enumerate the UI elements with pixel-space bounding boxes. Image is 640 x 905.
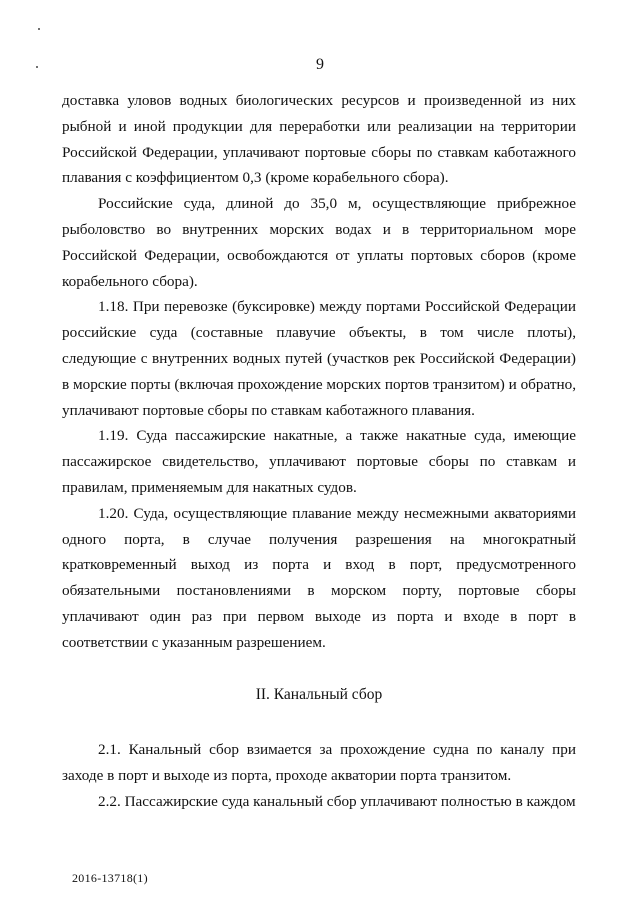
scan-speck <box>38 28 40 30</box>
document-registration-code: 2016-13718(1) <box>72 871 148 885</box>
paragraph-1-19: 1.19. Суда пассажирские накатные, а также накатные суда, имеющие пассажирское свидетельство, уплачивают портовые сборы по ставкам и правилам, применяемым для накатных судов. <box>62 427 576 496</box>
scan-speck <box>36 66 38 68</box>
paragraph-2-2: 2.2. Пассажирские суда канальный сбор уплачивают полностью в каждом <box>98 792 576 810</box>
paragraph-1-20: 1.20. Суда, осуществляющие плавание между несмежными акваториями одного порта, в случае получения разрешения на многократный кратковременный выход из порта и вход в порт, предусмотренного обязательными постановлениями в морском порту, портовые сборы уплачивают один раз при первом выходе из порта и входе в порт в соответствии с указанным разрешением. <box>62 504 576 651</box>
page-number: 9 <box>316 56 324 73</box>
paragraph-1-18: 1.18. При перевозке (буксировке) между портами Российской Федерации российские суда (составные плавучие объекты, в том числе плоты), следующие с внутренних водных путей (участков рек Российской Федерации) в морские порты (включая прохождение морских портов транзитом) и обратно, уплачивают портовые сборы по ставкам каботажного плавания. <box>62 298 576 419</box>
paragraph-continuation: доставка уловов водных биологических ресурсов и произведенной из них рыбной и иной продукции для переработки или реализации на территории Российской Федерации, уплачивают портовые сборы по ставкам каботажного плавания с коэффициентом 0,3 (кроме корабельного сбора). <box>62 92 576 187</box>
document-body <box>62 88 576 815</box>
section-heading: II. Канальный сбор <box>255 685 383 703</box>
paragraph-2-1: 2.1. Канальный сбор взимается за прохождение судна по каналу при заходе в порт и выходе из порта, проходе акватории порта транзитом. <box>62 741 576 785</box>
paragraph-fishing-vessels: Российские суда, длиной до 35,0 м, осуществляющие прибрежное рыболовство во внутренних морских водах и в территориальном море Российской Федерации, освобождаются от уплаты портовых сборов (кроме корабельного сбора). <box>62 195 576 290</box>
